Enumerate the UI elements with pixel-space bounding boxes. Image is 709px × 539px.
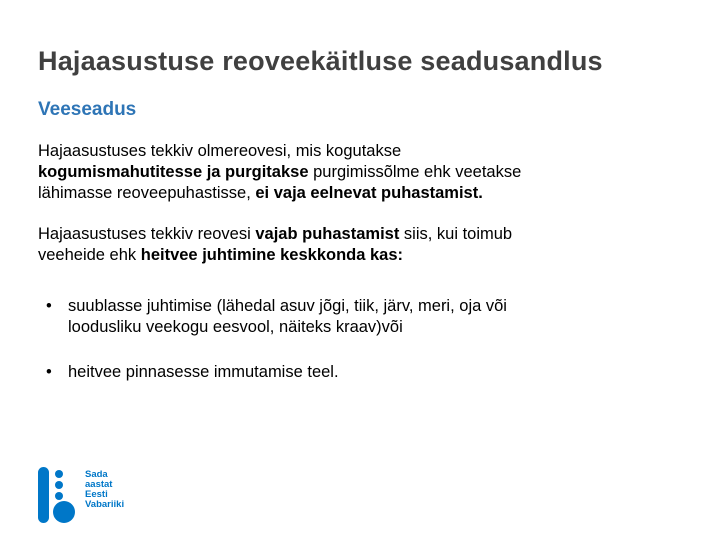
bullet-item-1 xyxy=(38,296,673,338)
ev100-logo-mark xyxy=(38,467,78,525)
logo-text-line: Vabariiki xyxy=(85,499,125,510)
body-paragraph-2: Hajaasustuses tekkiv reovesi vajab puhastamist siis, kui toimub veeheide ehk heitvee juhtimine keskkonda kas: xyxy=(38,225,513,264)
slide-subtitle: Veeseadus xyxy=(38,99,137,120)
bullet-item-2-text: heitvee pinnasesse immutamise teel. xyxy=(68,363,339,381)
bullet-list xyxy=(38,296,673,383)
ev100-logo xyxy=(38,467,124,525)
body-paragraph-1: Hajaasustuses tekkiv olmereovesi, mis kogutakse kogumismahutitesse ja purgitakse purgimissõlme ehk veetakse lähimasse reoveepuhastisse, ei vaja eelnevat puhastamist. xyxy=(38,142,522,202)
bullet-item-2 xyxy=(38,362,673,383)
slide-title: Hajaasustuse reoveekäitluse seadusandlus xyxy=(38,46,603,76)
logo-text-line: Eesti xyxy=(85,489,108,500)
slide-content xyxy=(38,46,673,407)
logo-text-line: aastat xyxy=(85,479,113,490)
bullet-item-1-text: suublasse juhtimise (lähedal asuv jõgi, tiik, järv, meri, oja või loodusliku veekogu eesvool, näiteks kraav)või xyxy=(68,297,507,336)
bullet-marker: • xyxy=(46,363,52,381)
bullet-marker: • xyxy=(46,297,52,315)
logo-text-line: Sada xyxy=(85,469,108,480)
ev100-logo-text xyxy=(85,470,124,510)
